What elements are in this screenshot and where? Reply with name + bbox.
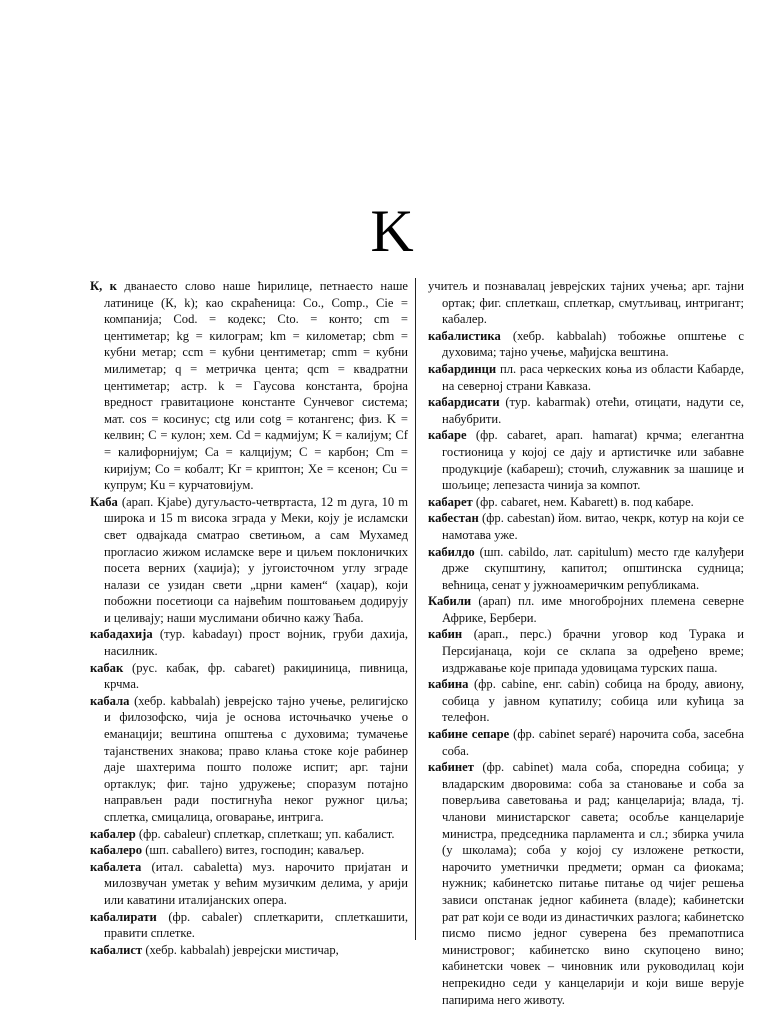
dictionary-entry [90, 278, 408, 494]
dictionary-entry [428, 394, 744, 427]
right-column [428, 278, 744, 1008]
dictionary-entry [90, 693, 408, 826]
entry-headword: кабалер [90, 826, 136, 841]
entry-headword: кабине сепаре [428, 727, 510, 742]
entry-headword: Каба [90, 494, 118, 509]
entry-definition: учитељ и познавалац јеврејских тајних учења; арг. тајни ортак; фиг. сплеткаш, сплеткар, смутљивац, интригант; кабалер. [428, 279, 744, 327]
dictionary-entry [428, 494, 744, 511]
dictionary-entry [90, 826, 408, 843]
entry-definition: (фр. cabinet separé) нарочита соба, засебна соба. [442, 727, 745, 758]
dictionary-entry [428, 759, 744, 1008]
entry-headword: К, к [90, 279, 117, 293]
entry-definition: (арап. Kjabe) дугуљасто-четвртаста, 12 m дуга, 10 m широка и 15 m висока зграда у Меки, коју је исламски свет одвајкада сматрао светињом, а сам Мухамед прогласио жижом исламске вере и циљем поклоничких посета верних (хаџија); у југоисточном углу зграде налази се узидан свети „црни камен“ (хаџар), који побожни посетиоци са највећим поштовањем додирују и целивају; наши муслимани обично кажу Ћаба. [104, 494, 408, 625]
entry-headword: кабарет [428, 494, 473, 509]
entry-definition: (тур. kabarmak) отећи, отицати, надути се, набубрити. [442, 395, 744, 426]
entry-headword: кабалистика [428, 328, 501, 343]
entry-definition: (хебр. kabbalah) тобожње општење с духовима; тајно учење, мађијска вештина. [442, 328, 744, 360]
entry-headword: кабалист [90, 942, 143, 957]
entry-definition: (фр. cabestan) йом. витао, чекрк, котур на који се намотава уже. [442, 511, 744, 542]
dictionary-entry [428, 361, 744, 394]
entry-headword: кабадахија [90, 627, 153, 642]
entry-definition: пл. раса черкеских коња из области Кабарде, на северној страни Кавказа. [442, 361, 744, 393]
dictionary-entry [428, 510, 744, 543]
entry-headword: кабилдо [428, 544, 475, 559]
section-letter: K [370, 198, 414, 264]
dictionary-entry [90, 942, 408, 959]
entry-headword: кабак [90, 660, 124, 675]
dictionary-entry [90, 626, 408, 659]
entry-headword: кабалеро [90, 843, 143, 858]
entry-definition: (арап) пл. име многобројних племена северне Африке, Бербери. [442, 594, 744, 625]
entry-headword: кабала [90, 693, 130, 708]
dictionary-entry [90, 859, 408, 909]
entry-definition: (хебр. kabbalah) јеврејски мистичар, [145, 942, 339, 957]
dictionary-entry [90, 909, 408, 942]
entry-definition: (шп. cabildo, лат. capitulum) место где калуђери држе скупштину, капитол; општинска судница; већница, сенат у јужноамеричким републикама. [442, 544, 744, 592]
entry-definition: (хебр. kabbalah) јеврејско тајно учење, религијско и филозофско, чија је основа источњачко учење о еманацији; вештина општења с духовима; тумачење тајанствених знакова; право клања стоке које рабинер даје шахтерима пошто положе испит; арг. тајни ортаклук; фиг. тајно удружење; споразум потајно направљен ради постигнућа неког ружног циља; сплетка, смицалица, оговарање, интрига. [104, 693, 408, 824]
dictionary-entry [428, 328, 744, 361]
entry-definition: дванаесто слово наше ћирилице, петнаесто наше латинице (К, k); као скраћеница: Co., Comp., Cie = компанија; Cod. = кодекс; Cto. = конто; cm = центиметар; kg = килограм; km = километар; cbm = кубни метар; ccm = кубни центиметар; cmm = кубни милиметар; q = метричка цента; qcm = квадратни центиметар; астр. k = Гаусова константа, бројна вредност гравитационе константе Сунчевог система; мат. cos = косинус; ctg или cotg = котангенс; физ. K = келвин; C = кулон; хем. Cd = кадмијум; K = калијум; Cf = калифорнијум; Ca = калцијум; C = карбон; Cm = киријум; Co = кобалт; Kr = криптон; Xe = ксенон; Cu = купрум; Ku = курчатовијум. [104, 279, 408, 493]
entry-definition: (рус. кабак, фр. cabaret) ракиџиница, пивница, крчма. [104, 660, 408, 692]
dictionary-entry [428, 726, 744, 759]
entry-headword: кабардисати [428, 395, 500, 410]
entry-headword: кабин [428, 627, 463, 642]
entry-definition: (фр. cabaler) сплеткарити, сплеткашити, правити сплетке. [104, 909, 408, 941]
entry-headword: кабардинци [428, 361, 497, 376]
dictionary-entry [90, 494, 408, 627]
dictionary-entry [428, 676, 744, 726]
entry-headword: кабалирати [90, 909, 157, 924]
entry-headword: кабинет [428, 760, 474, 775]
entry-headword: кабалета [90, 859, 142, 874]
dictionary-entry [428, 544, 744, 594]
entry-headword: кабаре [428, 428, 467, 443]
column-divider [415, 278, 416, 940]
dictionary-entry-continued [428, 278, 744, 328]
dictionary-entry [428, 427, 744, 493]
entry-headword: кабина [428, 677, 469, 692]
entry-headword: кабестан [428, 511, 479, 526]
dictionary-entry [428, 626, 744, 676]
entry-definition: (фр. cabaret, арап. hamarat) крчма; елегантна гостионица у којој се дају и артистичке или забавне продукције (кабареш); сточић, служавник за шашице и шољице; лепезаста чинија за компот. [442, 428, 745, 493]
entry-definition: (арап., перс.) брачни уговор код Турака и Персијанаца, који се склапа за одређено време; издржавање које припада удовицама турских паша. [442, 627, 744, 675]
entry-definition: (тур. kabadayı) прост војник, груби дахија, насилник. [104, 627, 408, 659]
entry-definition: (фр. cabaleur) сплеткар, сплеткаш; уп. кабалист. [138, 826, 395, 841]
entry-definition: (фр. cabinet) мала соба, споредна собица; у владарским дворовима: соба за становање и соба за поверљива саветовања и рад; канцеларија; влада, тј. чланови министарског савета; особље канцеларије министра, председника парламента и сл.; збирка учила (у школама); соба у којој су изложене реткости, нарочито уметнички предмети; орман са фиокама; нужник; кабинетско питање питање од чијег решења зависи опстанак једног кабинета (владе); кабинетски рат рат који се води из династичких разлога; кабинетско писмо писмо једног суверена без премапотписа министровог; кабинетско вино скупоцено вино; кабинетски човек – чиновник или руководилац који непрекидно седи у канцеларији и који више верује папирима него животу. [442, 760, 744, 1007]
entry-definition: (итал. cabaletta) муз. нарочито пријатан и милозвучан уметак у већим музичким делима, у арији или каватини италијанских опера. [104, 859, 408, 907]
dictionary-entry [90, 660, 408, 693]
entry-definition: (фр. cabine, енг. cabin) собица на броду, авиону, собица у јавном купатилу; собица или кућица за телефон. [442, 677, 744, 725]
entry-definition: (фр. cabaret, нем. Kabarett) в. под кабаре. [475, 494, 694, 509]
dictionary-entry [428, 593, 744, 626]
left-column [90, 278, 408, 958]
entry-definition: (шп. caballero) витез, господин; кавaљер. [145, 843, 365, 858]
dictionary-entry [90, 842, 408, 859]
entry-headword: Кабили [428, 594, 472, 609]
